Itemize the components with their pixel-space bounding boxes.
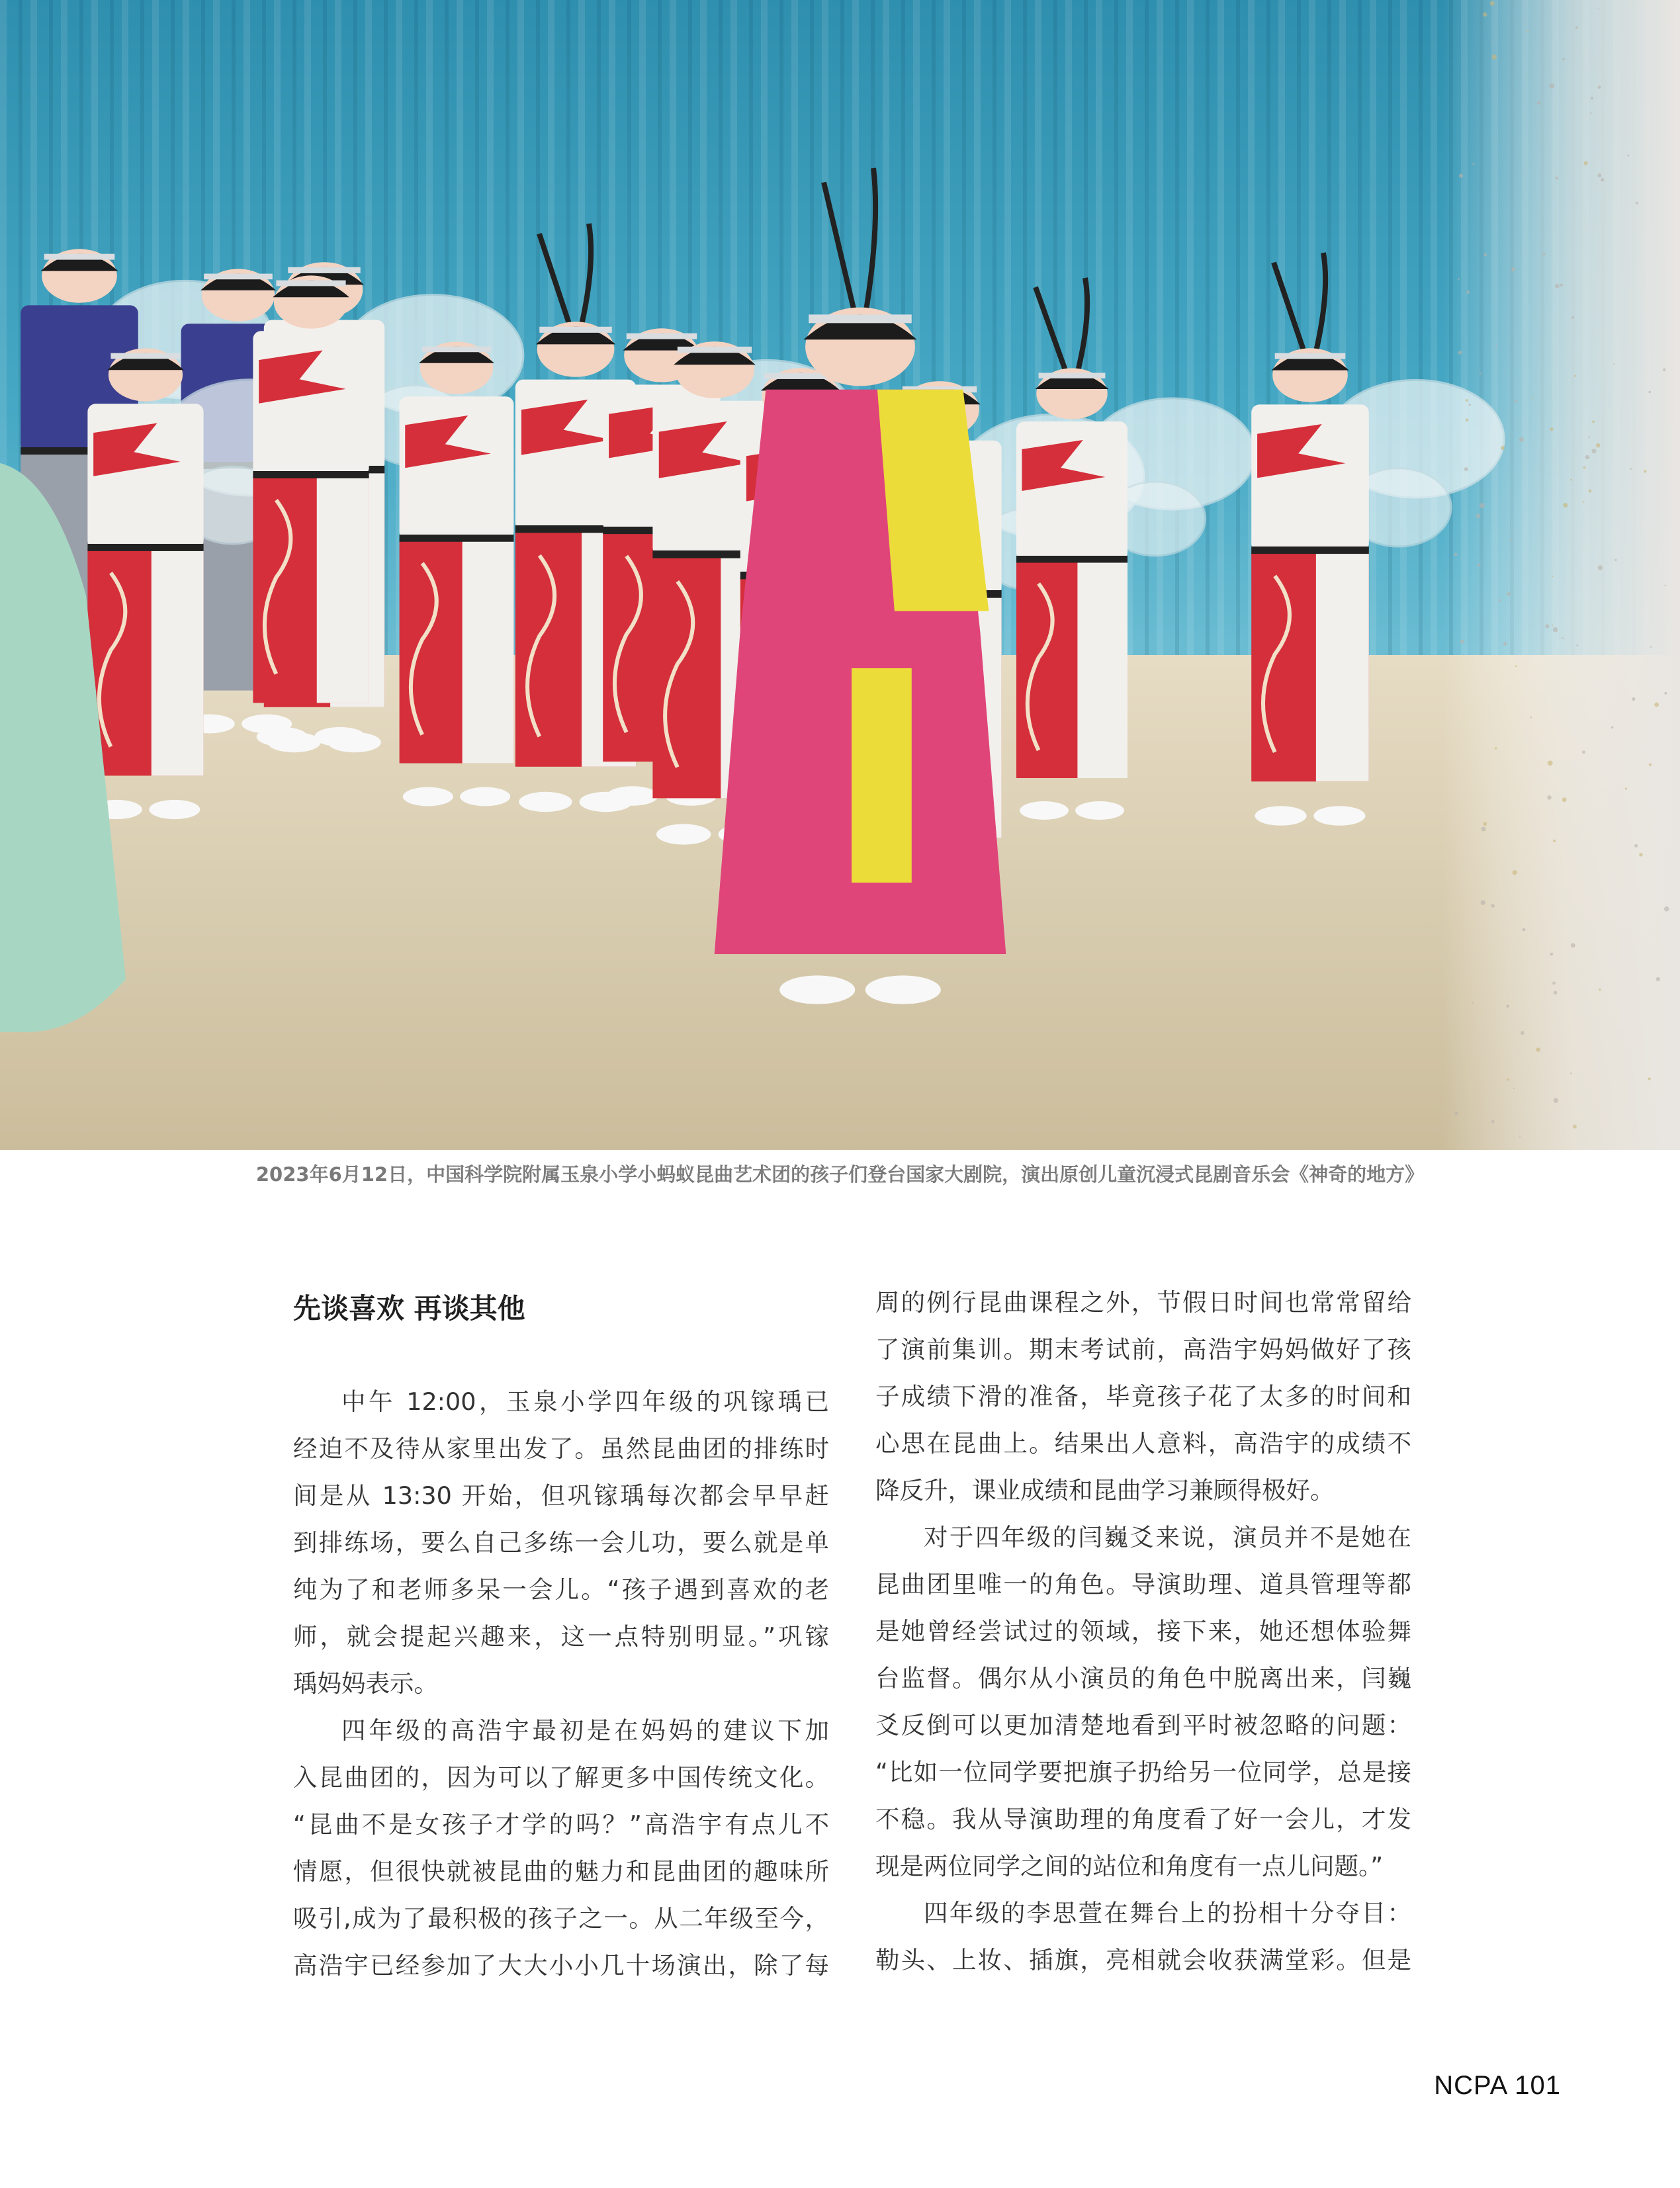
trouser-panel xyxy=(152,548,204,775)
speckle xyxy=(1484,253,1487,257)
speckle xyxy=(1458,279,1460,281)
speckle xyxy=(1634,844,1638,848)
shoe xyxy=(460,787,510,807)
speckle xyxy=(1454,1112,1458,1116)
speckle xyxy=(1584,161,1588,165)
shoe xyxy=(656,824,711,844)
text-line: 子成绩下滑的准备，毕竟孩子花了太多的时间和 xyxy=(875,1382,1411,1411)
speckle xyxy=(1632,697,1635,701)
edge-fade xyxy=(1442,0,1680,1150)
belt xyxy=(1251,547,1369,554)
text-line: 四年级的高浩宇最初是在妈妈的建议下加 xyxy=(341,1716,829,1745)
speckle xyxy=(1547,795,1552,800)
speckle xyxy=(1501,446,1505,450)
text-line: “昆曲不是女孩子才学的吗？”高浩宇有点儿不 xyxy=(293,1810,829,1839)
headband xyxy=(111,353,180,359)
trouser-panel xyxy=(463,539,514,763)
speckle xyxy=(1664,906,1669,912)
speckle xyxy=(1663,369,1666,372)
text-line: 对于四年级的闫巍爻来说，演员并不是她在 xyxy=(924,1523,1411,1552)
speckle xyxy=(1491,904,1494,907)
paragraph xyxy=(875,1890,1411,1984)
speckle xyxy=(1459,174,1463,178)
speckle xyxy=(1513,1088,1515,1089)
speckle xyxy=(1665,585,1666,586)
speckle xyxy=(1592,449,1597,453)
paragraph xyxy=(293,1707,829,1989)
speckle xyxy=(1636,202,1638,204)
paragraph xyxy=(875,1279,1411,1514)
speckle xyxy=(1542,322,1543,324)
speckle xyxy=(1553,840,1556,842)
speckle xyxy=(1466,290,1470,294)
speckle xyxy=(1472,1002,1473,1003)
speckle xyxy=(1491,54,1497,60)
speckle xyxy=(1614,559,1616,561)
photo-caption: 2023年6月12日，中国科学院附属玉泉小学小蚂蚁昆曲艺术团的孩子们登台国家大剧院，演出原创儿童沉浸式昆剧音乐会《神奇的地方》 xyxy=(255,1163,1425,1186)
speckle xyxy=(1545,625,1549,629)
shoe xyxy=(607,786,658,806)
speckle xyxy=(1562,637,1564,639)
speckle xyxy=(1552,625,1553,626)
headband xyxy=(1275,353,1346,359)
speckle xyxy=(1599,988,1601,990)
text-line: 吸引,成为了最积极的孩子之一。从二年级至今， xyxy=(293,1904,829,1933)
speckle xyxy=(1571,943,1575,947)
speckle xyxy=(1574,375,1576,377)
shoe xyxy=(314,727,365,746)
speckle xyxy=(1495,747,1497,749)
speckle xyxy=(1460,640,1464,644)
speckle xyxy=(1530,717,1532,719)
headband xyxy=(627,333,697,339)
belt xyxy=(400,535,514,542)
speckle xyxy=(1481,900,1485,905)
speckle xyxy=(1562,797,1567,802)
speckle xyxy=(1548,760,1553,766)
speckle xyxy=(1503,642,1507,646)
speckle xyxy=(1648,1077,1651,1080)
speckle xyxy=(1507,1078,1509,1080)
speckle xyxy=(1552,982,1556,985)
speckle xyxy=(1491,42,1493,43)
speckle xyxy=(1510,539,1512,541)
speckle xyxy=(1519,1136,1521,1137)
text-line: “比如一位同学要把旗子扔给另一位同学，总是接 xyxy=(875,1758,1411,1786)
headband xyxy=(44,254,115,260)
speckle xyxy=(1454,553,1458,556)
speckle xyxy=(1473,163,1475,165)
speckle xyxy=(1573,1125,1577,1129)
text-line: 降反升，课业成绩和昆曲学习兼顾得极好。 xyxy=(875,1476,1335,1505)
section-heading: 先谈喜欢 再谈其他 xyxy=(293,1292,525,1325)
speckle xyxy=(1654,703,1659,707)
speckle xyxy=(1630,468,1632,470)
performer xyxy=(253,275,369,746)
performer xyxy=(400,341,514,806)
headband xyxy=(288,267,360,273)
text-line: 现是两位同学之间的站位和角度有一点儿问题。” xyxy=(875,1852,1384,1880)
belt xyxy=(253,471,369,478)
text-line: 师，就会提起兴趣来，这一点特别明显。”巩镓 xyxy=(293,1622,829,1651)
speckle xyxy=(1468,404,1470,406)
text-line: 了演前集训。期末考试前，高浩宇妈妈做好了孩 xyxy=(875,1335,1411,1364)
speckle xyxy=(1560,284,1563,286)
speckle xyxy=(1464,467,1468,471)
speckle xyxy=(1542,253,1545,255)
speckle xyxy=(1611,726,1614,729)
speckle xyxy=(1521,1031,1525,1035)
text-line: 中午 12:00，玉泉小学四年级的巩镓瑀已 xyxy=(341,1387,829,1416)
speckle xyxy=(1537,101,1540,105)
speckle xyxy=(1511,267,1515,271)
trouser-panel xyxy=(1316,551,1369,781)
paragraph xyxy=(293,1378,829,1707)
trouser-panel xyxy=(317,476,369,703)
speckle xyxy=(1644,470,1646,472)
text-line: 高浩宇已经参加了大大小小几十场演出，除了每 xyxy=(293,1951,829,1980)
text-line: 昆曲团里唯一的角色。导演助理、道具管理等都 xyxy=(875,1570,1411,1598)
text-line: 不稳。我从导演助理的角度看了好一会儿，才发 xyxy=(875,1805,1411,1833)
speckle xyxy=(1480,503,1485,508)
speckle xyxy=(1519,437,1524,442)
speckle xyxy=(1625,787,1627,789)
speckle xyxy=(1591,97,1593,99)
text-line: 情愿，但很快就被昆曲的魅力和昆曲团的趣味所 xyxy=(293,1857,829,1886)
text-line: 爻反倒可以更加清楚地看到平时被忽略的问题： xyxy=(875,1711,1411,1739)
shoe xyxy=(149,800,200,819)
speckle xyxy=(1656,977,1660,981)
speckle xyxy=(1554,1098,1558,1103)
speckle xyxy=(1601,178,1604,181)
paragraph xyxy=(875,1514,1411,1890)
right-text-column xyxy=(875,1279,1411,1984)
speckle xyxy=(1532,398,1533,399)
speckle xyxy=(1498,599,1501,602)
speckle xyxy=(1458,351,1462,355)
speckle xyxy=(1549,83,1554,89)
speckle xyxy=(1588,437,1590,439)
belt xyxy=(1016,556,1127,563)
speckle xyxy=(1515,400,1517,403)
speckle xyxy=(1562,58,1565,61)
speckle xyxy=(1515,666,1517,668)
speckle xyxy=(1590,112,1592,114)
trouser-panel xyxy=(1077,560,1127,778)
speckle xyxy=(1570,479,1572,481)
speckle xyxy=(1650,646,1652,648)
speckle xyxy=(1527,30,1528,32)
speckle xyxy=(1627,155,1629,157)
sash xyxy=(852,668,912,883)
speckle xyxy=(1576,644,1578,646)
speckle xyxy=(1481,826,1485,831)
speckle xyxy=(1506,1004,1509,1008)
shoe xyxy=(1075,801,1124,820)
text-line: 到排练场，要么自己多练一会儿功，要么就是单 xyxy=(293,1528,829,1557)
speckle xyxy=(1592,421,1595,423)
speckle xyxy=(1571,316,1574,319)
speckle xyxy=(1585,455,1590,460)
headband xyxy=(539,327,611,333)
page-number: NCPA 101 xyxy=(1434,2071,1561,2100)
speckle xyxy=(1563,503,1568,507)
shoe xyxy=(865,975,941,1004)
speckle xyxy=(1555,177,1558,180)
speckle xyxy=(1589,490,1592,493)
speckle xyxy=(1483,13,1487,17)
speckle xyxy=(1483,822,1487,826)
shoe xyxy=(1255,806,1307,826)
speckle xyxy=(1490,1,1495,6)
speckle xyxy=(1575,26,1578,28)
speckle xyxy=(1466,399,1468,402)
speckle xyxy=(1552,576,1553,577)
speckle xyxy=(1476,514,1481,519)
text-line: 间是从 13:30 开始，但巩镓瑀每次都会早早赶 xyxy=(293,1481,829,1510)
text-line: 勒头、上妆、插旗，亮相就会收获满堂彩。但是 xyxy=(875,1946,1411,1974)
speckle xyxy=(1550,427,1553,431)
shoe xyxy=(779,975,855,1004)
text-line: 心思在昆曲上。结果出人意料，高浩宇的成绩不 xyxy=(875,1429,1411,1458)
text-line: 台监督。偶尔从小演员的角色中脱离出来，闫巍 xyxy=(875,1664,1411,1692)
speckle xyxy=(1550,953,1553,956)
shoe xyxy=(257,727,308,746)
text-line: 四年级的李思萱在舞台上的扮相十分夺目： xyxy=(924,1899,1411,1927)
speckle xyxy=(1507,592,1510,595)
speckle xyxy=(1536,1047,1540,1052)
shoe xyxy=(1020,801,1069,820)
speckle xyxy=(1570,1072,1572,1074)
speckle xyxy=(1597,173,1601,177)
speckle xyxy=(1597,85,1601,89)
headband xyxy=(204,274,273,280)
belt xyxy=(87,544,203,551)
speckle xyxy=(1582,750,1585,754)
text-line: 是她曾经尝试过的领域，接下来，她还想体验舞 xyxy=(875,1617,1411,1645)
shoe xyxy=(1313,806,1365,826)
speckle xyxy=(1553,627,1558,632)
speckle xyxy=(1583,501,1585,503)
speckle xyxy=(1583,466,1586,469)
speckle xyxy=(1513,870,1517,875)
speckle xyxy=(1613,363,1614,365)
speckle xyxy=(1491,1120,1495,1123)
text-line: 经迫不及待从家里出发了。虽然昆曲团的排练时 xyxy=(293,1434,829,1463)
text-line: 入昆曲团的，因为可以了解更多中国传统文化。 xyxy=(293,1763,829,1792)
shoe xyxy=(519,792,572,812)
speckle xyxy=(1639,853,1642,856)
headband xyxy=(276,281,345,286)
speckle xyxy=(1664,692,1667,695)
headband xyxy=(678,347,752,353)
speckle xyxy=(1478,564,1481,567)
text-line: 周的例行昆曲课程之外，节假日时间也常常留给 xyxy=(875,1288,1411,1317)
headband xyxy=(1039,373,1106,378)
speckle xyxy=(1480,372,1481,374)
headband xyxy=(809,314,912,323)
speckle xyxy=(1560,471,1561,472)
speckle xyxy=(1554,991,1558,995)
shoe xyxy=(403,787,453,807)
text-line: 瑀妈妈表示。 xyxy=(293,1669,438,1698)
left-text-column xyxy=(293,1378,829,1989)
speckle xyxy=(1648,391,1650,393)
speckle xyxy=(1596,443,1601,448)
speckle xyxy=(1598,8,1599,9)
speckle xyxy=(1523,928,1526,932)
speckle xyxy=(1466,418,1469,421)
speckle xyxy=(1649,764,1652,766)
text-line: 纯为了和老师多呆一会儿。“孩子遇到喜欢的老 xyxy=(293,1575,829,1604)
headband xyxy=(422,347,491,353)
speckle xyxy=(1495,345,1497,347)
speckle xyxy=(1598,565,1603,570)
speckle xyxy=(1555,284,1560,288)
